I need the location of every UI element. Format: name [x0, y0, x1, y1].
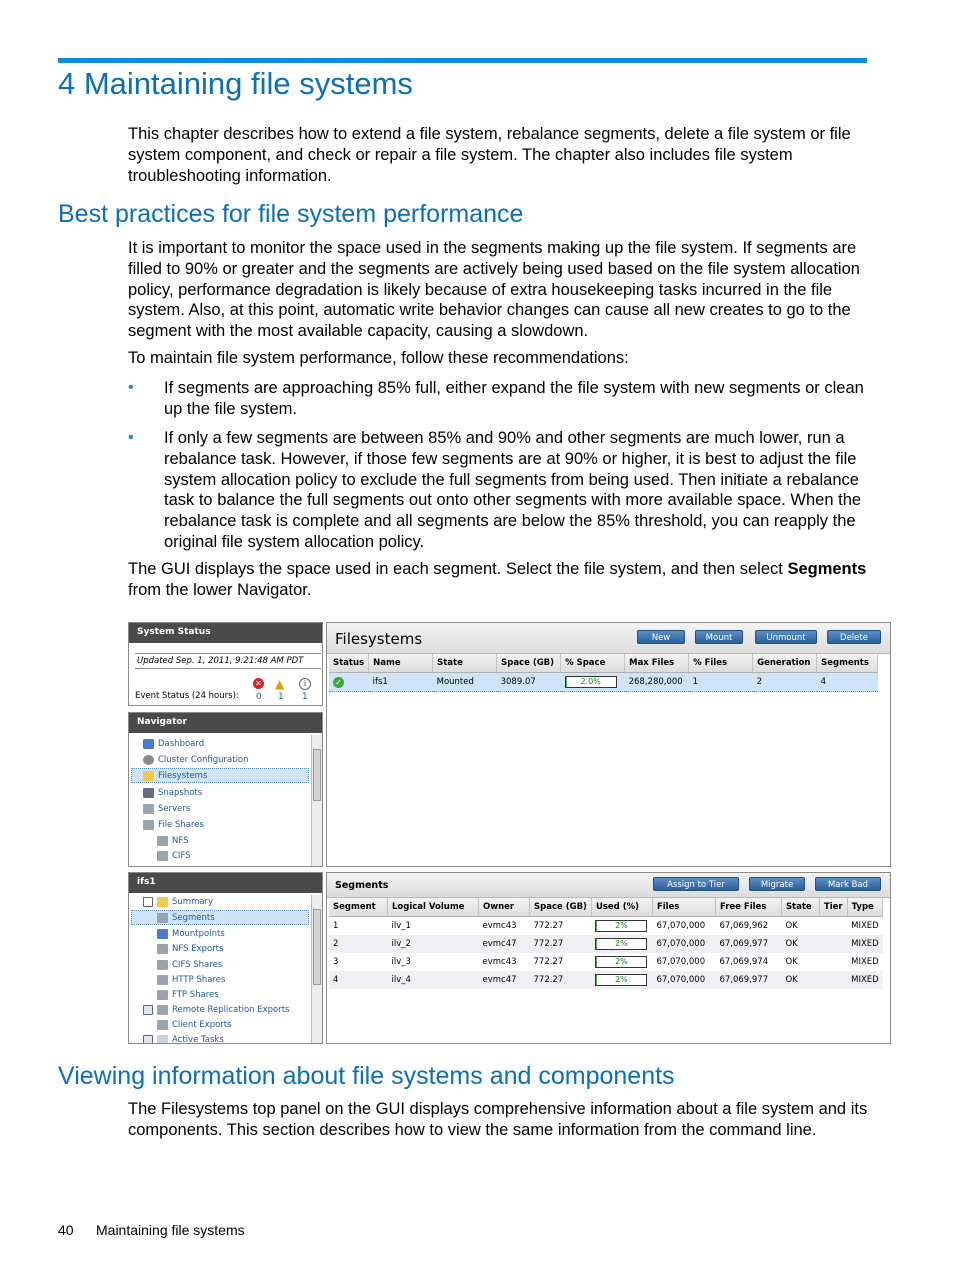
share-icon [157, 975, 168, 985]
lower-nav-mountpoints[interactable] [157, 927, 225, 941]
nav-label: Filesystems [158, 771, 208, 781]
nav-label: Mountpoints [172, 929, 225, 939]
bullet-marker: • [128, 429, 134, 446]
segment-cell: 67,070,000 [656, 921, 706, 931]
nav-label: NFS [172, 836, 189, 846]
segment-cell: 3 [333, 957, 339, 967]
name-cell: ifs1 [369, 673, 433, 692]
lower-nav-ftp-shares[interactable] [157, 988, 219, 1002]
lower-nav-client-exports[interactable] [157, 1018, 232, 1032]
space-cell: 3089.07 [497, 673, 561, 692]
segment-cell [819, 935, 847, 953]
system-status-panel [128, 622, 323, 706]
segment-cell: 67,069,977 [715, 971, 781, 989]
text-run: from the lower Navigator. [128, 580, 312, 599]
segment-cell: 772.27 [530, 935, 592, 953]
segment-cell: OK [781, 971, 819, 989]
chapter-rule [58, 58, 867, 63]
viewing-info-paragraph: The Filesystems top panel on the GUI displays comprehensive information about a file system and its components. This section describes how to view the same information from the command line. [128, 1100, 868, 1139]
column-header[interactable]: State [433, 654, 497, 673]
segment-cell: 67,070,000 [656, 957, 706, 967]
share-icon [157, 836, 168, 846]
share-icon [143, 820, 154, 830]
nav-label: Dashboard [158, 739, 205, 749]
nav-item-nfs[interactable] [157, 834, 189, 848]
folder-icon [143, 771, 154, 781]
share-icon [157, 1020, 168, 1030]
navigator-panel [128, 712, 323, 867]
warning-count[interactable]: 1 [278, 692, 284, 702]
mountpoint-icon [157, 929, 168, 939]
nav-label: CIFS [172, 851, 191, 861]
expand-icon[interactable] [143, 1035, 153, 1045]
nav-label: NFS Exports [172, 944, 224, 954]
column-header[interactable]: Space (GB) [530, 898, 592, 917]
status-cell [329, 673, 369, 692]
new-button[interactable]: New [637, 630, 685, 644]
server-icon [143, 804, 154, 814]
nav-item-file-shares[interactable] [143, 818, 204, 832]
segment-cell [819, 953, 847, 971]
column-header[interactable]: Type [847, 898, 883, 917]
error-icon[interactable]: ✕ [253, 678, 264, 689]
segment-cell: MIXED [851, 957, 879, 967]
segment-cell: 4 [329, 971, 388, 989]
usage-bar-label: 2% [615, 921, 628, 930]
nav-label: HTTP Shares [172, 975, 226, 985]
gui-screenshot [128, 622, 891, 1044]
segments-title: Segments [335, 880, 389, 891]
segment-cell: 67,070,000 [652, 971, 715, 989]
check-icon: ✓ [333, 677, 344, 688]
usage-bar [595, 920, 647, 932]
segment-cell: 1 [333, 921, 339, 931]
max-files-cell: 268,280,000 [625, 673, 689, 692]
column-header[interactable]: Free Files [715, 898, 781, 917]
column-header[interactable]: % Files [689, 654, 753, 673]
error-count[interactable]: 0 [256, 692, 262, 702]
lower-nav-cifs-shares[interactable] [157, 958, 222, 972]
segment-cell: evmc47 [479, 935, 530, 953]
used-cell [591, 953, 652, 971]
column-header[interactable]: Logical Volume [388, 898, 479, 917]
pct-files-cell: 1 [689, 673, 753, 692]
best-practices-paragraph: It is important to monitor the space used in the segments making up the file system. If segments are filled to 90% or greater and the segments are actively being used based on the file system allocation policy, performance degradation is likely because of extra housekeeping tasks incurred in the file system. Also, at this point, automatic write behavior changes can cause all new creates to go to the segment with the most available capacity, causing a slowdown. [128, 239, 860, 341]
nav-label: Active Tasks [172, 1035, 224, 1044]
segment-cell [819, 917, 847, 936]
column-header[interactable]: Status [329, 654, 369, 673]
column-header[interactable]: Name [369, 654, 433, 673]
intro-paragraph: This chapter describes how to extend a file system, rebalance segments, delete a file system or file system component, and check or repair a file system. The chapter also includes file system troubleshooting information. [128, 125, 851, 185]
lower-nav-remote-replication-exports[interactable] [143, 1003, 290, 1017]
segment-cell: OK [785, 921, 798, 931]
segment-cell: 772.27 [530, 971, 592, 989]
segment-cell: OK [781, 935, 819, 953]
lower-navigator-panel [128, 872, 323, 1044]
nav-item-dashboard[interactable] [143, 737, 204, 751]
bold-term: Segments [787, 560, 867, 578]
table-row[interactable] [329, 917, 883, 936]
column-header[interactable]: % Space [561, 654, 625, 673]
lower-navigator-scrollbar[interactable] [311, 895, 322, 1043]
usage-bar-label: 2.0% [580, 677, 601, 686]
nav-label: FTP Shares [172, 990, 219, 1000]
used-cell [591, 917, 652, 936]
table-row[interactable] [329, 971, 883, 989]
filesystems-panel [326, 622, 891, 867]
nav-item-cifs[interactable] [157, 849, 191, 863]
segments-toolbar [327, 873, 890, 898]
lower-nav-segments[interactable] [157, 911, 215, 925]
nav-label: Snapshots [158, 788, 203, 798]
navigator-scrollbar[interactable] [311, 735, 322, 866]
share-icon [157, 1005, 168, 1015]
segment-cell: ilv_1 [391, 921, 411, 931]
gui-segments-paragraph [128, 559, 868, 601]
nav-label: Segments [172, 913, 215, 923]
table-header-row [329, 898, 883, 917]
chapter-title: 4 Maintaining file systems [58, 66, 413, 101]
segments-panel [326, 872, 891, 1044]
segment-cell: 67,069,962 [719, 921, 769, 931]
column-header[interactable]: Owner [479, 898, 530, 917]
usage-bar [595, 974, 647, 986]
page-number: 40 [58, 1222, 74, 1238]
share-icon [157, 944, 168, 954]
event-status-label: Event Status (24 hours): [135, 691, 239, 701]
segment-cell: 772.27 [533, 921, 564, 931]
nav-label: File Shares [158, 820, 204, 830]
segments-cell: 4 [817, 673, 878, 692]
assign-to-tier-button[interactable]: Assign to Tier [653, 877, 739, 891]
mark-bad-button[interactable]: Mark Bad [815, 877, 881, 891]
segment-cell: 772.27 [533, 957, 564, 967]
bullet-item: If only a few segments are between 85% and 90% and other segments are much lower, run a rebalance task. However, if those few segments are at 90% or higher, it is best to adjust the file system allocation policy to exclude the full segments from being used. Then initiate a rebalance task to balance the full segments out onto other segments with more available space. When the rebalance task is complete and all segments are below the 85% threshold, you can reapply the original file system allocation policy. [164, 429, 862, 551]
used-cell [591, 935, 652, 953]
recommendations-intro: To maintain file system performance, follow these recommendations: [128, 349, 629, 367]
segment-cell: 67,070,000 [652, 935, 715, 953]
segments-icon [157, 913, 168, 923]
share-icon [157, 960, 168, 970]
used-cell [591, 971, 652, 989]
table-row[interactable] [329, 935, 883, 953]
segment-cell: 2 [329, 935, 388, 953]
lower-navigator-header: ifs1 [129, 873, 322, 893]
column-header[interactable]: Used (%) [591, 898, 652, 917]
table-header-row [329, 654, 878, 673]
delete-button[interactable]: Delete [827, 630, 881, 644]
camera-icon [143, 788, 154, 798]
segment-cell: evmc43 [482, 921, 517, 931]
share-icon [157, 990, 168, 1000]
column-header[interactable]: Tier [819, 898, 847, 917]
segment-cell: evmc43 [482, 957, 517, 967]
usage-bar-label: 2% [615, 975, 628, 984]
mount-button[interactable]: Mount [695, 630, 743, 644]
bullet-item: If segments are approaching 85% full, either expand the file system with new segments or clean up the file system. [164, 379, 864, 418]
gear-icon [143, 755, 154, 765]
generation-cell: 2 [753, 673, 817, 692]
nav-label: Client Exports [172, 1020, 232, 1030]
table-row[interactable] [329, 673, 878, 692]
section-title-best-practices: Best practices for file system performance [58, 200, 524, 228]
folder-icon [157, 897, 168, 907]
usage-bar [595, 938, 647, 950]
nav-item-cluster-configuration[interactable] [143, 753, 249, 767]
column-header[interactable]: Files [652, 898, 715, 917]
tasks-icon [157, 1035, 168, 1045]
segment-cell: 67,069,977 [715, 935, 781, 953]
filesystems-toolbar [327, 623, 890, 654]
nav-item-filesystems[interactable] [143, 769, 207, 783]
nav-label: Cluster Configuration [158, 755, 249, 765]
segments-table [329, 898, 883, 989]
info-count[interactable]: 1 [302, 692, 308, 702]
segment-cell: MIXED [847, 971, 883, 989]
collapse-icon[interactable] [143, 897, 153, 907]
lower-nav-nfs-exports[interactable] [157, 942, 223, 956]
filesystems-title: Filesystems [335, 630, 423, 648]
dashboard-icon [143, 739, 154, 749]
usage-bar [595, 956, 647, 968]
nav-label: Servers [158, 804, 191, 814]
segment-cell [819, 971, 847, 989]
usage-bar-label: 2% [615, 939, 628, 948]
table-row[interactable] [329, 953, 883, 971]
nav-label: Remote Replication Exports [172, 1005, 290, 1015]
footer-title: Maintaining file systems [96, 1222, 245, 1238]
lower-nav-http-shares[interactable] [157, 973, 225, 987]
segment-cell: evmc47 [479, 971, 530, 989]
segment-cell: MIXED [851, 921, 879, 931]
state-cell: Mounted [433, 673, 497, 692]
segment-cell: OK [785, 957, 798, 967]
updated-timestamp: Updated Sep. 1, 2011, 9:21:48 AM PDT [135, 653, 321, 669]
nav-label: Summary [172, 897, 214, 907]
info-icon[interactable]: i [299, 678, 311, 690]
migrate-button[interactable]: Migrate [749, 877, 805, 891]
column-header[interactable]: Max Files [625, 654, 689, 673]
expand-icon[interactable] [143, 1005, 153, 1015]
section-title-viewing-info: Viewing information about file systems and components [58, 1062, 675, 1090]
column-header[interactable]: Generation [753, 654, 817, 673]
nav-item-servers[interactable] [143, 802, 190, 816]
segment-cell: ilv_4 [388, 971, 479, 989]
pct-space-cell [561, 673, 625, 692]
segment-cell: ilv_2 [388, 935, 479, 953]
share-icon [157, 851, 168, 861]
segment-cell: MIXED [847, 935, 883, 953]
scrollbar-thumb[interactable] [313, 909, 321, 985]
scrollbar-thumb[interactable] [313, 749, 321, 801]
navigator-header: Navigator [129, 713, 322, 733]
filesystems-table [329, 654, 878, 692]
lower-nav-active-tasks[interactable] [143, 1033, 224, 1044]
nav-item-snapshots[interactable] [143, 786, 202, 800]
warning-icon[interactable]: ▲ [275, 677, 285, 691]
usage-bar [565, 676, 617, 688]
usage-bar-label: 2% [615, 957, 628, 966]
bullet-marker: • [128, 379, 134, 396]
system-status-header: System Status [129, 623, 322, 643]
column-header[interactable]: Segments [817, 654, 878, 673]
column-header[interactable]: Space (GB) [497, 654, 561, 673]
column-header[interactable]: Segment [329, 898, 388, 917]
lower-nav-summary[interactable] [143, 895, 213, 909]
unmount-button[interactable]: Unmount [755, 630, 817, 644]
column-header[interactable]: State [781, 898, 819, 917]
segment-cell: ilv_3 [391, 957, 411, 967]
segment-cell: 67,069,974 [719, 957, 769, 967]
text-run: The GUI displays the space used in each segment. Select the file system, and then select [128, 560, 788, 578]
nav-label: CIFS Shares [172, 960, 223, 970]
